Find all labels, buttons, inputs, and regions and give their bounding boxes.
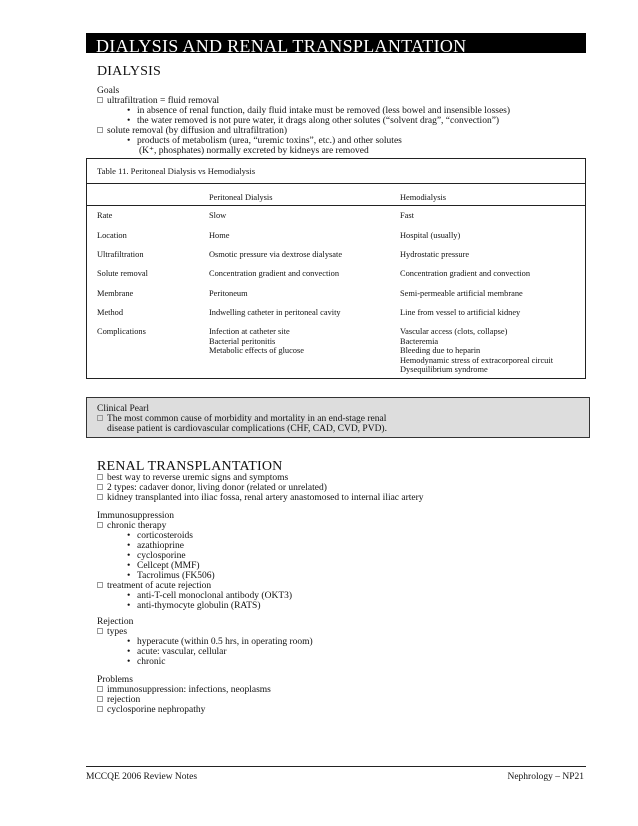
pd-complication: Metabolic effects of glucose	[209, 346, 304, 355]
row-label-rate: Rate	[97, 211, 113, 220]
checkbox-icon	[97, 628, 103, 634]
cell-pd-method: Indwelling catheter in peritoneal cavity	[209, 308, 341, 317]
pearl-line1: The most common cause of morbidity and mortality in an end-stage renal	[107, 414, 387, 424]
transplant-heading: RENAL TRANSPLANTATION	[97, 459, 283, 474]
rejection-label: Rejection	[97, 617, 134, 627]
cell-hd-ultrafiltration: Hydrostatic pressure	[400, 250, 470, 259]
pearl-line2: disease patient is cardiovascular complications (CHF, CAD, CVD, PVD).	[107, 424, 387, 434]
bullet-icon: •	[127, 601, 131, 611]
problem-item: cyclosporine nephropathy	[107, 705, 206, 715]
bullet-icon: •	[127, 531, 131, 541]
pd-complication: Infection at catheter site	[209, 327, 290, 336]
immuno-label: Immunosuppression	[97, 511, 175, 521]
comparison-table	[86, 158, 586, 379]
chronic-drug: Cellcept (MMF)	[137, 561, 200, 571]
hd-complication: Bacteremia	[400, 336, 439, 346]
problems-block	[97, 675, 271, 715]
chronic-drug: cyclosporine	[137, 551, 186, 561]
hd-complication: Hemodynamic stress of extracorporeal circuit	[400, 355, 554, 365]
bullet-icon: •	[127, 541, 131, 551]
cell-pd-rate: Slow	[209, 211, 227, 220]
checkbox-icon	[97, 686, 103, 692]
bullet-icon: •	[127, 551, 131, 561]
cell-pd-complications	[209, 327, 304, 356]
hd-complication: Dysequilibrium syndrome	[400, 365, 488, 374]
bullet-icon: •	[127, 561, 131, 571]
cell-hd-solute: Concentration gradient and convection	[400, 269, 531, 278]
pd-complication: Bacterial peritonitis	[209, 336, 276, 346]
rejection-types-label: types	[107, 627, 128, 637]
goal-solute-removal: solute removal (by diffusion and ultrafiltration)	[107, 126, 288, 136]
row-label-complications: Complications	[97, 327, 146, 336]
cell-hd-method: Line from vessel to artificial kidney	[400, 308, 521, 317]
cell-hd-membrane: Semi-permeable artificial membrane	[400, 289, 523, 298]
transplant-item: best way to reverse uremic signs and symptoms	[107, 473, 289, 483]
goals-label: Goals	[97, 86, 120, 96]
footer-left: MCCQE 2006 Review Notes	[86, 772, 198, 782]
checkbox-icon	[97, 474, 103, 480]
checkbox-icon	[97, 582, 103, 588]
pearl-title: Clinical Pearl	[97, 404, 149, 414]
goals-block	[97, 86, 510, 156]
problems-label: Problems	[97, 675, 133, 685]
row-label-method: Method	[97, 308, 124, 317]
hd-complication: Bleeding due to heparin	[400, 346, 481, 355]
cell-hd-rate: Fast	[400, 211, 414, 220]
bullet-icon: •	[127, 571, 131, 581]
goal-ultrafiltration-sub2: the water removed is not pure water, it drags along other solutes (“solvent drag”, “convection”)	[137, 116, 500, 126]
acute-rejection-treatment: treatment of acute rejection	[107, 581, 212, 591]
col-header-peritoneal: Peritoneal Dialysis	[209, 193, 273, 202]
cell-pd-location: Home	[209, 231, 230, 240]
checkbox-icon	[97, 696, 103, 702]
checkbox-icon	[97, 494, 103, 500]
clinical-pearl-box	[86, 397, 590, 438]
checkbox-icon	[97, 522, 103, 528]
acute-drug: anti-thymocyte globulin (RATS)	[137, 601, 261, 611]
hd-complication: Vascular access (clots, collapse)	[400, 327, 508, 336]
bullet-icon: •	[127, 136, 131, 146]
row-label-solute: Solute removal	[97, 269, 148, 278]
table-divider	[87, 183, 585, 184]
row-label-location: Location	[97, 231, 127, 240]
bullet-icon: •	[127, 657, 131, 667]
goal-solute-sub1: products of metabolism (urea, “uremic toxins”, etc.) and other solutes	[137, 136, 402, 146]
immunosuppression-block	[97, 511, 292, 611]
banner-title: DIALYSIS AND RENAL TRANSPLANTATION	[96, 36, 467, 53]
cell-pd-ultrafiltration: Osmotic pressure via dextrose dialysate	[209, 250, 343, 259]
chronic-therapy: chronic therapy	[107, 521, 167, 531]
checkbox-icon	[97, 484, 103, 490]
goal-ultrafiltration-sub1: in absence of renal function, daily fluid intake must be removed (less bowel and insensible losses)	[137, 106, 511, 116]
problem-item: immunosuppression: infections, neoplasms	[107, 685, 271, 695]
dialysis-heading: DIALYSIS	[97, 64, 161, 79]
rejection-block	[97, 617, 313, 667]
row-label-ultrafiltration: Ultrafiltration	[97, 250, 144, 259]
checkbox-icon	[97, 706, 103, 712]
cell-hd-complications	[400, 327, 553, 375]
bullet-icon: •	[127, 637, 131, 647]
checkbox-icon	[97, 127, 103, 133]
cell-hd-location: Hospital (usually)	[400, 231, 461, 240]
transplant-item: kidney transplanted into iliac fossa, renal artery anastomosed to internal iliac artery	[107, 493, 424, 503]
title-banner	[86, 33, 586, 53]
rejection-type: acute: vascular, cellular	[137, 647, 227, 657]
checkbox-icon	[97, 97, 103, 103]
bullet-icon: •	[127, 116, 131, 126]
rejection-type: hyperacute (within 0.5 hrs, in operating room)	[137, 637, 313, 647]
chronic-drug: corticosteroids	[137, 531, 193, 541]
table-caption: Table 11. Peritoneal Dialysis vs Hemodialysis	[97, 166, 256, 176]
row-label-membrane: Membrane	[97, 289, 134, 298]
problem-item: rejection	[107, 695, 141, 705]
chronic-drug: Tacrolimus (FK506)	[137, 571, 215, 581]
bullet-icon: •	[127, 591, 131, 601]
table-header-divider	[87, 205, 585, 206]
bullet-icon: •	[127, 647, 131, 657]
chronic-drug: azathioprine	[137, 541, 184, 551]
transplant-items	[97, 473, 424, 503]
rejection-type: chronic	[137, 657, 166, 667]
col-header-hemodialysis: Hemodialysis	[400, 193, 447, 202]
cell-pd-membrane: Peritoneum	[209, 289, 248, 298]
checkbox-icon	[97, 415, 103, 421]
goal-solute-sub1-cont: (K⁺, phosphates) normally excreted by kidneys are removed	[139, 146, 369, 156]
bullet-icon: •	[127, 106, 131, 116]
transplant-item: 2 types: cadaver donor, living donor (related or unrelated)	[107, 483, 327, 493]
footer-right: Nephrology – NP21	[507, 772, 584, 782]
goal-ultrafiltration: ultrafiltration = fluid removal	[107, 96, 220, 106]
acute-drug: anti-T-cell monoclonal antibody (OKT3)	[137, 591, 293, 601]
footer-rule	[86, 766, 586, 767]
cell-pd-solute: Concentration gradient and convection	[209, 269, 340, 278]
